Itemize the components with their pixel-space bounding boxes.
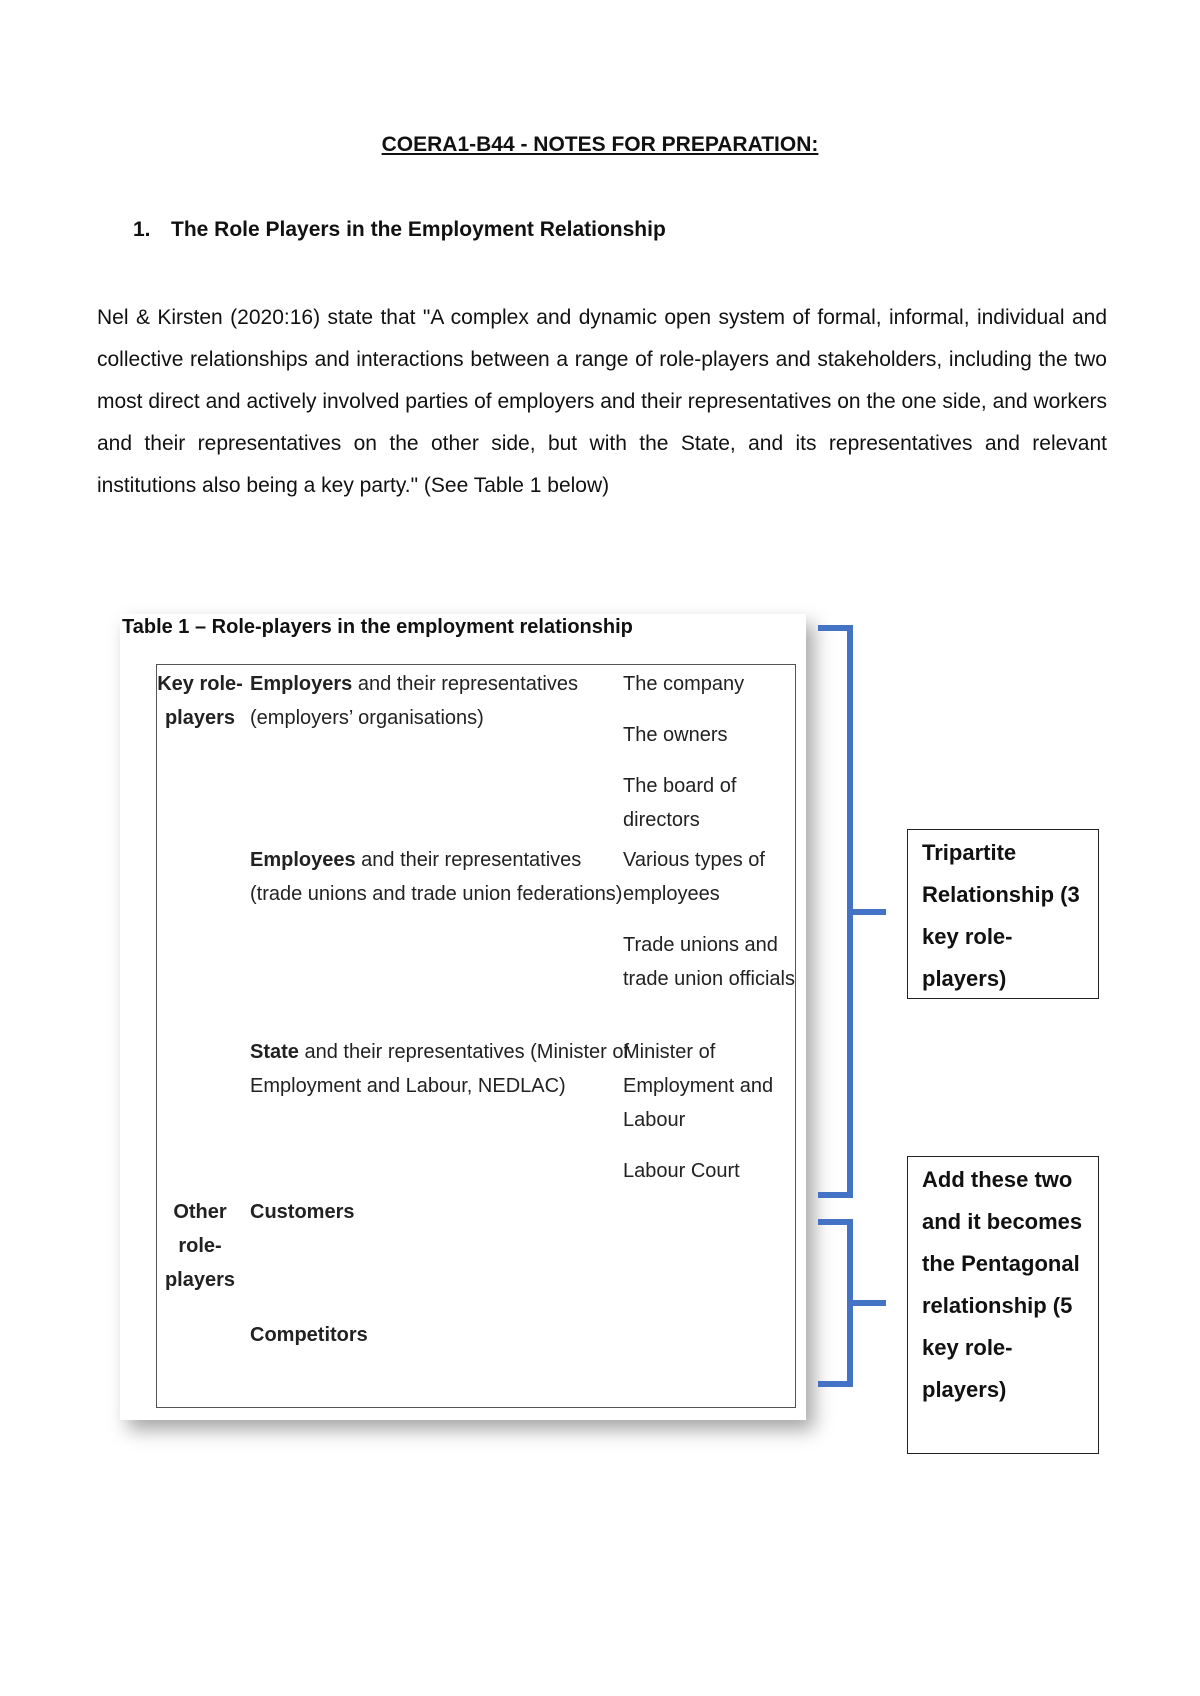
employer-item: The owners bbox=[623, 724, 728, 746]
document-title: COERA1-B44 - NOTES FOR PREPARATION: bbox=[381, 133, 819, 156]
pentagonal-note: Add these two and it becomes the Pentagonal relationship (5 key role-players) bbox=[907, 1156, 1099, 1454]
state-item: Minister of Employment and Labour bbox=[623, 1041, 774, 1131]
section-heading bbox=[133, 218, 666, 242]
employer-items bbox=[623, 667, 803, 854]
state-bold: State bbox=[250, 1041, 299, 1063]
tripartite-note: Tripartite Relationship (3 key role-players) bbox=[907, 829, 1099, 999]
customers-cell: Customers bbox=[250, 1201, 355, 1223]
employees-bold: Employees bbox=[250, 849, 356, 871]
table-caption: Table 1 – Role-players in the employment relationship bbox=[122, 616, 633, 638]
employer-item: The board of directors bbox=[623, 775, 737, 831]
state-items bbox=[623, 1035, 803, 1205]
state-item: Labour Court bbox=[623, 1160, 740, 1182]
other-role-players-label: Other role-players bbox=[164, 1201, 236, 1291]
employees-rest: and their representatives (trade unions and trade union federations) bbox=[250, 849, 623, 905]
tripartite-bracket bbox=[818, 628, 886, 1195]
employers-cell bbox=[250, 667, 630, 735]
employees-cell bbox=[250, 843, 630, 911]
employer-item: The company bbox=[623, 673, 745, 695]
employee-item: Trade unions and trade union officials bbox=[623, 934, 795, 990]
pentagonal-bracket bbox=[818, 1222, 886, 1384]
employers-rest: and their representatives (employers’ organisations) bbox=[250, 673, 578, 729]
employers-bold: Employers bbox=[250, 673, 353, 695]
state-cell bbox=[250, 1035, 630, 1103]
role-players-table-image bbox=[120, 614, 806, 1420]
employee-item: Various types of employees bbox=[623, 849, 765, 905]
state-rest: and their representatives (Minister of Employment and Labour, NEDLAC) bbox=[250, 1041, 630, 1097]
competitors-cell: Competitors bbox=[250, 1324, 368, 1346]
section-number: 1. bbox=[133, 218, 151, 241]
section-heading-text: The Role Players in the Employment Relationship bbox=[171, 218, 666, 241]
table-frame bbox=[156, 664, 796, 1408]
key-role-players-label: Key role-players bbox=[157, 673, 243, 729]
employee-items bbox=[623, 843, 803, 1013]
body-paragraph: Nel & Kirsten (2020:16) state that "A complex and dynamic open system of formal, informal, individual and collective relationships and interactions between a range of role-players and stakeholders, including the two most direct and actively involved parties of employers and their representatives on the one side, and workers and their representatives on the other side, but with the State, and its representatives and relevant institutions also being a key party." (See Table 1 below) bbox=[97, 306, 1107, 497]
